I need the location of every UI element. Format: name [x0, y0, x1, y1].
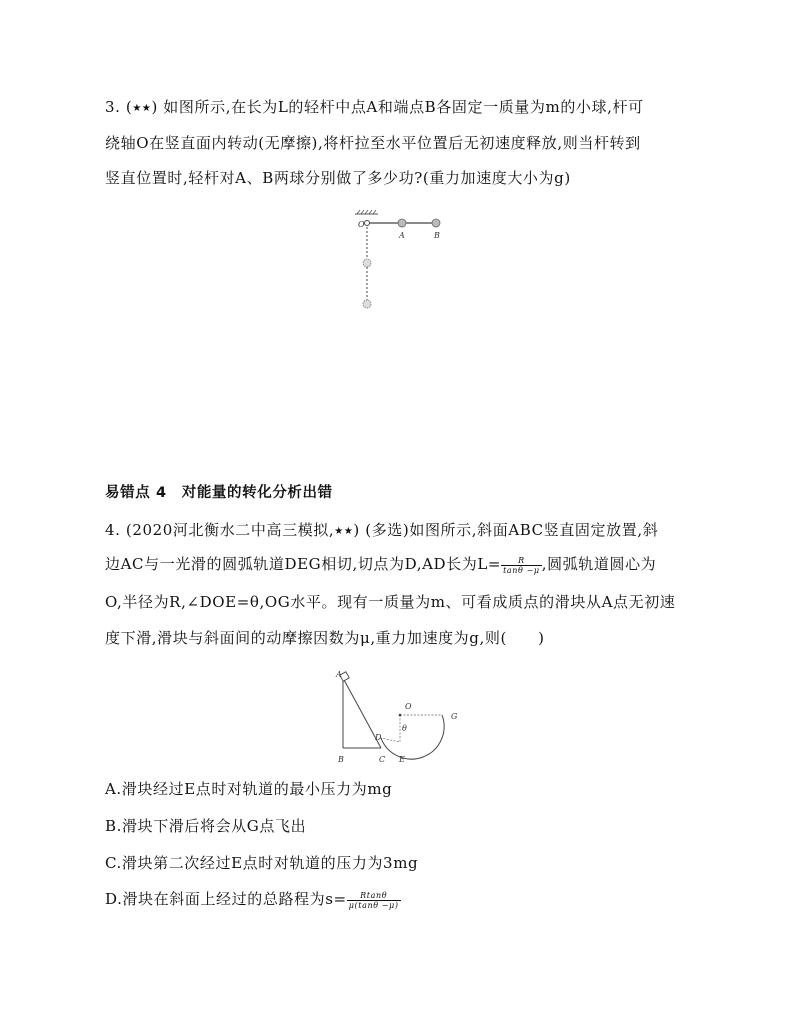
label-o: O — [358, 220, 365, 229]
q3-line-1 — [105, 96, 754, 117]
q4-line-2 — [105, 553, 754, 575]
section-heading: 易错点 4 对能量的转化分析出错 — [105, 485, 333, 501]
difficulty-stars: ★★ — [334, 526, 354, 537]
fraction-l-den: tanθ −μ — [503, 565, 540, 575]
label-b: B — [338, 755, 344, 764]
q4-number: 4. (2020河北衡水二中高三模拟, — [105, 521, 335, 539]
center-o — [399, 714, 402, 717]
ball-b — [432, 219, 440, 227]
option-b: B.滑块下滑后将会从G点飞出 — [105, 817, 307, 835]
q3-number: 3. ( — [105, 98, 133, 116]
q3-text: ) 如图所示,在长为L的轻杆中点A和端点B各固定一质量为m的小球,杆可 — [151, 98, 644, 116]
label-c: C — [379, 755, 386, 764]
radius-lines — [381, 715, 400, 742]
option-d-text: D.滑块在斜面上经过的总路程为s= — [105, 890, 347, 908]
fraction-l-num: R — [501, 556, 542, 566]
q3-line-3: 竖直位置时,轻杆对A、B两球分别做了多少功?(重力加速度大小为g) — [105, 169, 571, 187]
q3-rod-figure — [350, 208, 450, 313]
label-d: D — [375, 733, 382, 742]
option-d — [105, 888, 754, 910]
ball-a — [398, 219, 406, 227]
q4-text: ) (多选)如图所示,斜面ABC竖直固定放置,斜 — [353, 521, 659, 539]
fraction-s-den: μ(tanθ −μ) — [348, 900, 399, 910]
q4-line-4: 度下滑,滑块与斜面间的动摩擦因数为μ,重力加速度为g,则( ) — [105, 629, 545, 647]
option-c: C.滑块第二次经过E点时对轨道的压力为3mg — [105, 854, 419, 872]
label-b: B — [434, 231, 440, 240]
label-a: A — [336, 670, 342, 679]
pivot-o — [365, 221, 370, 226]
q4-line-1 — [105, 519, 754, 540]
arc-track — [381, 715, 444, 759]
label-a: A — [399, 231, 405, 240]
q4-line-2-post: ,圆弧轨道圆心为 — [541, 555, 657, 573]
fraction-s — [347, 891, 401, 910]
q4-line-3: O,半径为R,∠DOE=θ,OG水平。现有一质量为m、可看成质点的滑块从A点无初速 — [105, 593, 676, 611]
label-theta: θ — [402, 724, 407, 733]
ceiling-hatch — [355, 210, 378, 214]
label-e: E — [399, 755, 405, 764]
ball-b-vertical — [363, 300, 371, 308]
option-a: A.滑块经过E点时对轨道的最小压力为mg — [105, 780, 393, 798]
q4-line-2-pre: 边AC与一光滑的圆弧轨道DEG相切,切点为D,AD长为L= — [105, 555, 502, 573]
fraction-l — [501, 556, 542, 575]
q3-line-2: 绕轴O在竖直面内转动(无摩擦),将杆拉至水平位置后无初速度释放,则当杆转到 — [105, 134, 641, 152]
label-o: O — [405, 702, 412, 711]
difficulty-stars: ★★ — [132, 103, 152, 114]
ball-a-vertical — [363, 259, 371, 267]
fraction-s-num: Rtanθ — [347, 891, 401, 901]
label-g: G — [451, 712, 458, 721]
q4-incline-figure — [332, 668, 492, 768]
